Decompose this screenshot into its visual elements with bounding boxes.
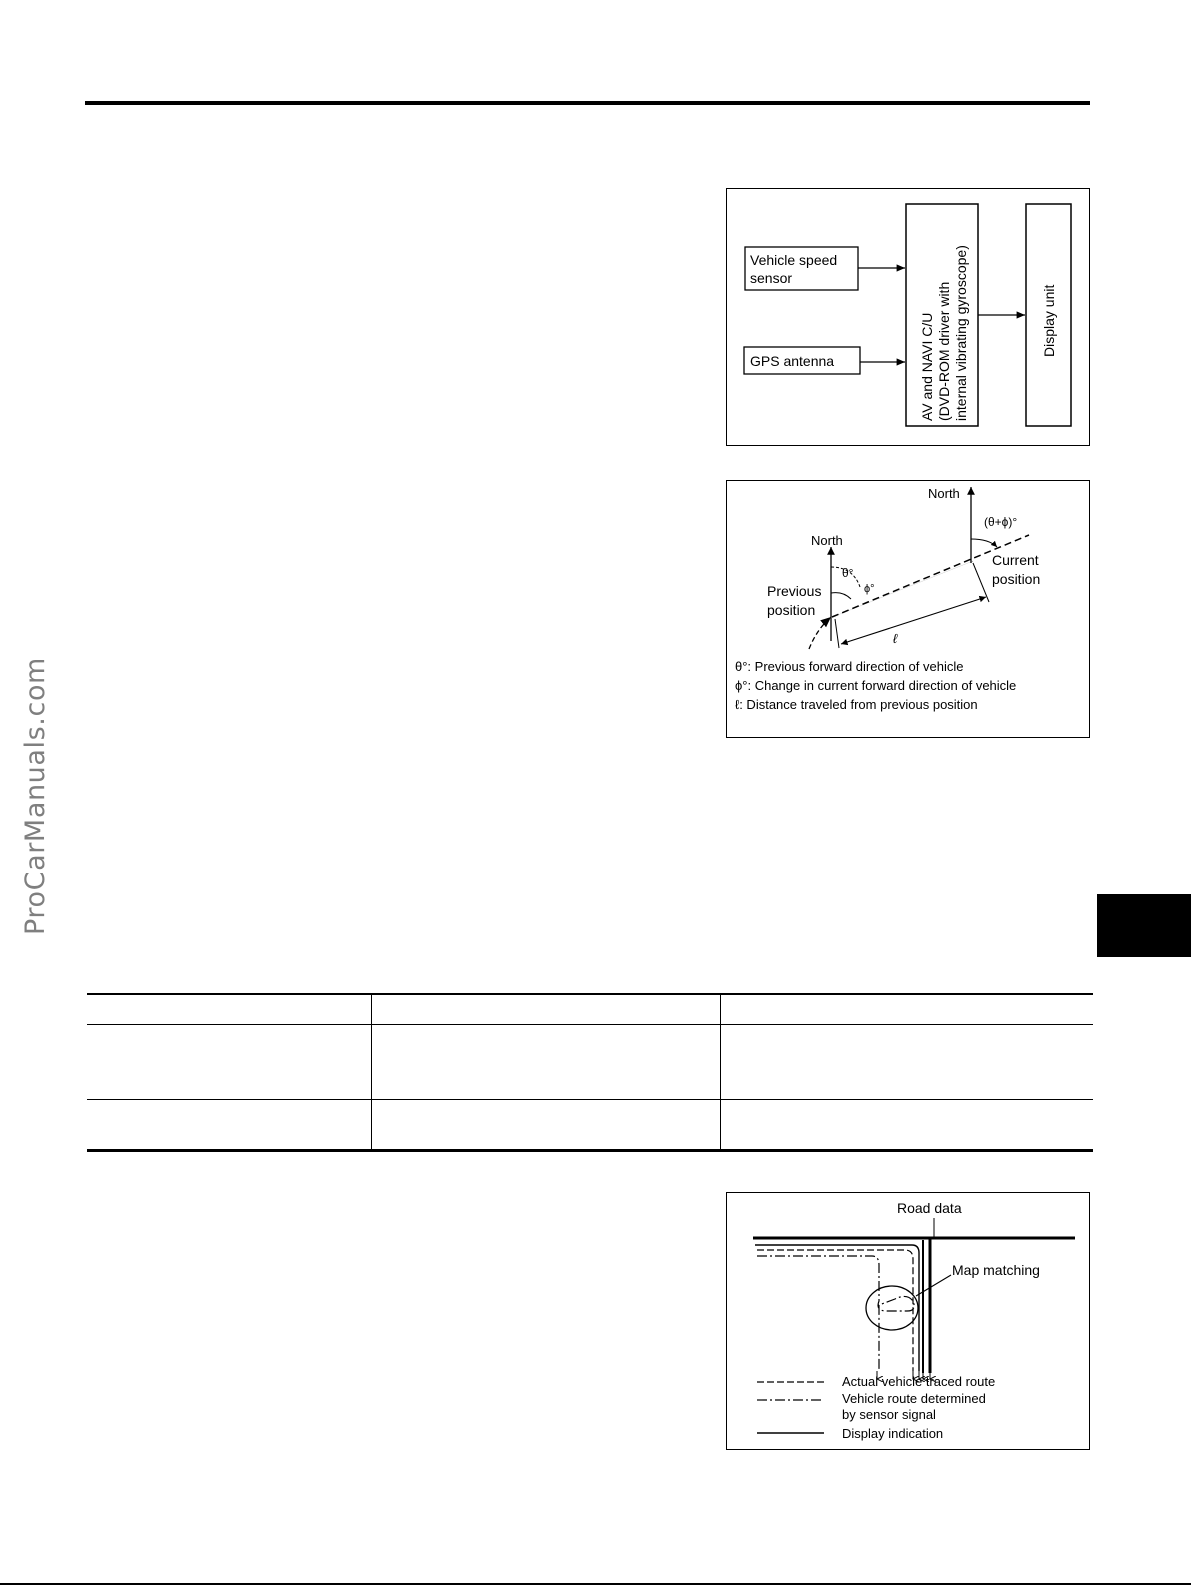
block-diagram-figure [726,188,1090,446]
phi-label: ϕ° [864,583,875,595]
table-cell [87,1100,372,1151]
theta-label: θ° [842,566,854,580]
direction-diagram-figure [726,480,1090,738]
header-rule [85,101,1090,105]
section-tab-marker [1097,894,1191,957]
vehicle-speed-sensor-label-2: sensor [750,270,793,286]
map-matching-figure [726,1192,1090,1450]
current-position-label-2: position [992,571,1041,587]
previous-position-label-2: position [767,602,816,618]
table-header-row [87,994,1093,1025]
map-matching-label: Map matching [952,1262,1040,1278]
table-cell [721,1025,1094,1100]
watermark: ProCarManuals.com [20,657,51,935]
spec-table [87,993,1093,1152]
vehicle-speed-sensor-label-1: Vehicle speed [750,252,838,268]
table-header-cell [721,994,1094,1025]
footer-rule [0,1583,1191,1585]
north-label-top: North [928,486,960,501]
table-row [87,1100,1093,1151]
legend-theta: θ°: Previous forward direction of vehicle [735,659,964,674]
previous-position-label-1: Previous [767,583,822,599]
display-unit-label: Display unit [1041,284,1057,357]
current-position-label-1: Current [992,552,1039,568]
table-header-cell [87,994,372,1025]
table-cell [372,1025,721,1100]
control-unit-label-1: AV and NAVI C/U [919,312,935,421]
angle-sum-label: (θ+ϕ)° [984,515,1018,529]
control-unit-label-3: internal vibrating gyroscope) [953,245,969,421]
north-label-left: North [811,533,843,548]
legend-display-indication: Display indication [842,1426,944,1441]
table-cell [721,1100,1094,1151]
map-matching-ellipse [866,1286,918,1330]
table-row [87,1025,1093,1100]
control-unit-label-2: (DVD-ROM driver with [936,281,952,421]
distance-symbol: ℓ [893,631,898,646]
road-data-label: Road data [897,1200,962,1216]
gps-antenna-label: GPS antenna [750,353,835,369]
legend-actual-route: Actual vehicle traced route [842,1374,996,1389]
table-header-cell [372,994,721,1025]
legend-sensor-route-1: Vehicle route determined [842,1391,986,1406]
legend-distance: ℓ: Distance traveled from previous position [735,697,978,712]
table-cell [87,1025,372,1100]
table-cell [372,1100,721,1151]
legend-sensor-route-2: by sensor signal [842,1407,936,1422]
legend-phi: ϕ°: Change in current forward direction of vehicle [735,678,1017,693]
